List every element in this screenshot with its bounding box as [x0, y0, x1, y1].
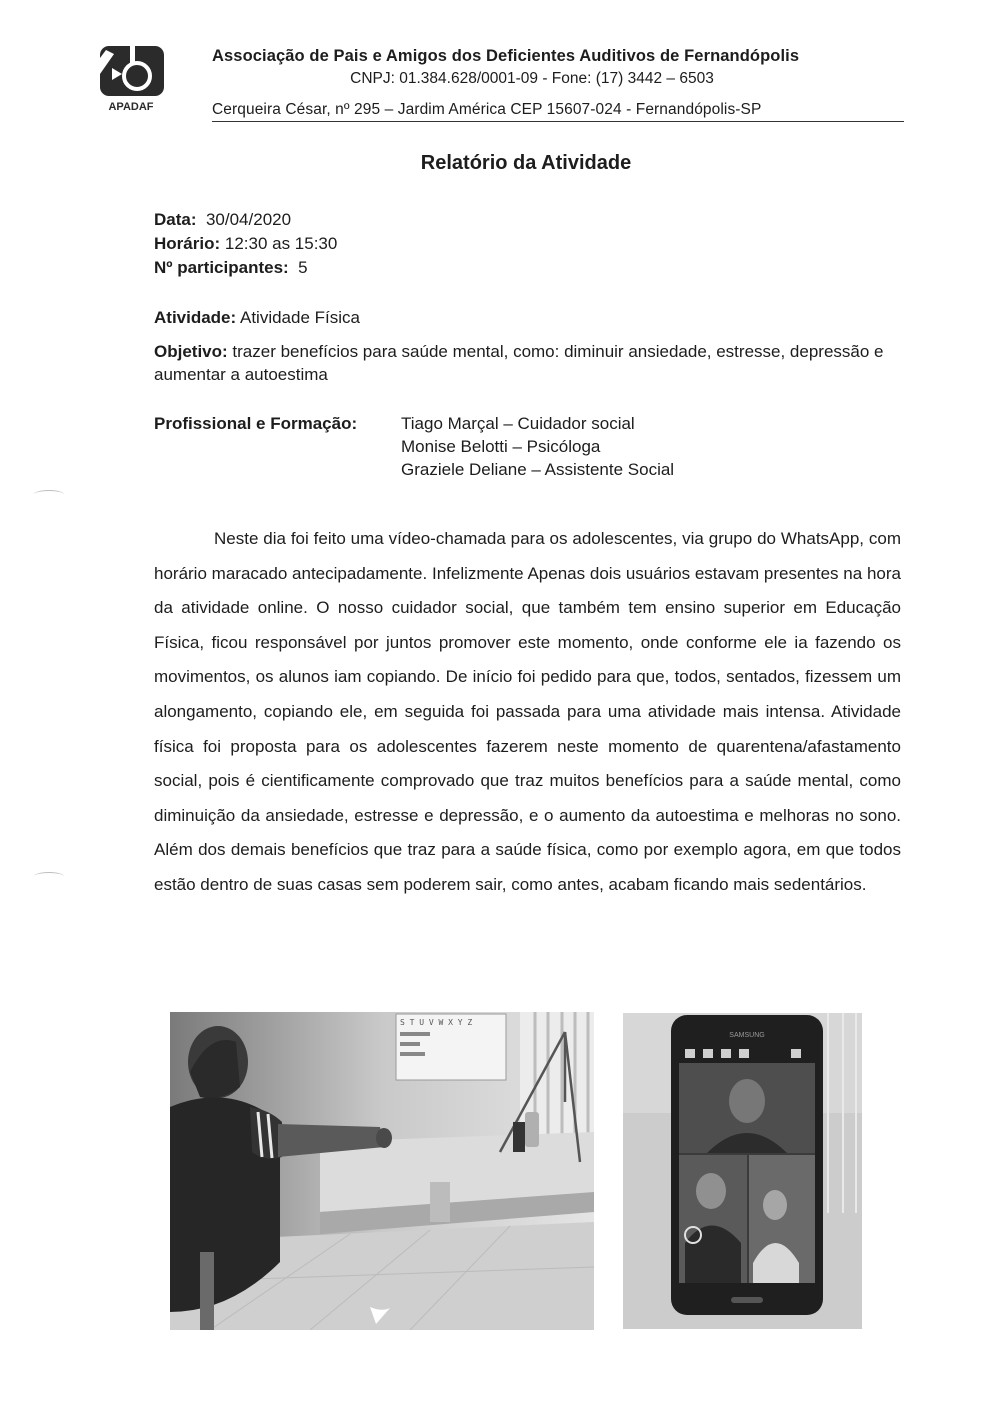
cnpj-phone: CNPJ: 01.384.628/0001-09 - Fone: (17) 3442 – 6503	[350, 70, 714, 87]
activity-label: Atividade:	[154, 308, 237, 327]
organization-name: Associação de Pais e Amigos dos Deficientes Auditivos de Fernandópolis	[212, 47, 800, 65]
svg-text:S T U V W X Y Z: S T U V W X Y Z	[400, 1018, 473, 1027]
date-value: 30/04/2020	[205, 210, 292, 229]
time-value: 12:30 as 15:30	[224, 234, 338, 253]
objective-label: Objetivo:	[154, 342, 228, 361]
objective-value: trazer benefícios para saúde mental, como: diminuir ansiedade, estresse, depressão e aumentar a autoestima	[154, 342, 884, 384]
time-label: Horário:	[154, 234, 221, 253]
punch-hole-mark	[34, 490, 64, 499]
participants-row	[154, 256, 308, 279]
punch-hole-mark	[34, 872, 64, 881]
time-row	[154, 232, 337, 255]
date-row	[154, 208, 291, 231]
svg-text:APADAF: APADAF	[108, 101, 154, 113]
activity-row	[154, 306, 360, 329]
apadaf-logo	[92, 44, 170, 114]
exercise-photo	[170, 1012, 594, 1330]
date-label: Data:	[154, 210, 197, 229]
header-divider	[212, 121, 904, 122]
professional-2: Monise Belotti – Psicóloga	[401, 437, 601, 456]
activity-value: Atividade Física	[239, 308, 360, 327]
professional-1: Tiago Marçal – Cuidador social	[401, 414, 635, 433]
address: Cerqueira César, nº 295 – Jardim América CEP 15607-024 - Fernandópolis-SP	[212, 101, 762, 118]
professionals-label: Profissional e Formação:	[154, 414, 358, 433]
svg-text:SAMSUNG: SAMSUNG	[729, 1032, 765, 1039]
activity-description: Neste dia foi feito uma vídeo-chamada para os adolescentes, via grupo do WhatsApp, com horário maracado antecipadamente. Infelizmente Apenas dois usuários estavam presentes na hora da atividade online. O nosso cuidador social, que também tem ensino superior em Educação Física, ficou responsável por juntos promover este momento, onde conforme ele ia fazendo os movimentos, os alunos iam copiando. De início foi pedido para que, todos, sentados, fizessem um alongamento, copiando ele, em seguida foi passada para uma atividade mais intensa. Atividade física foi proposta para os adolescentes fazerem neste momento de quarentena/afastamento social, pois é cientificamente comprovado que traz muitos benefícios para a saúde mental, como diminuição da ansiedade, estresse e depressão, e o aumento da autoestima e melhoras no sono. Além dos demais benefícios que traz para a saúde física, como por exemplo agora, em que todos estão dentro de suas casas sem poderem sair, como antes, acabam ficando mais sedentários.	[154, 529, 901, 894]
participants-value: 5	[298, 258, 308, 277]
participants-label: Nº participantes:	[154, 258, 289, 277]
objective-row	[154, 340, 902, 386]
report-title: Relatório da Atividade	[420, 152, 632, 174]
video-call-photo	[623, 1013, 862, 1329]
professional-3: Graziele Deliane – Assistente Social	[401, 460, 675, 479]
